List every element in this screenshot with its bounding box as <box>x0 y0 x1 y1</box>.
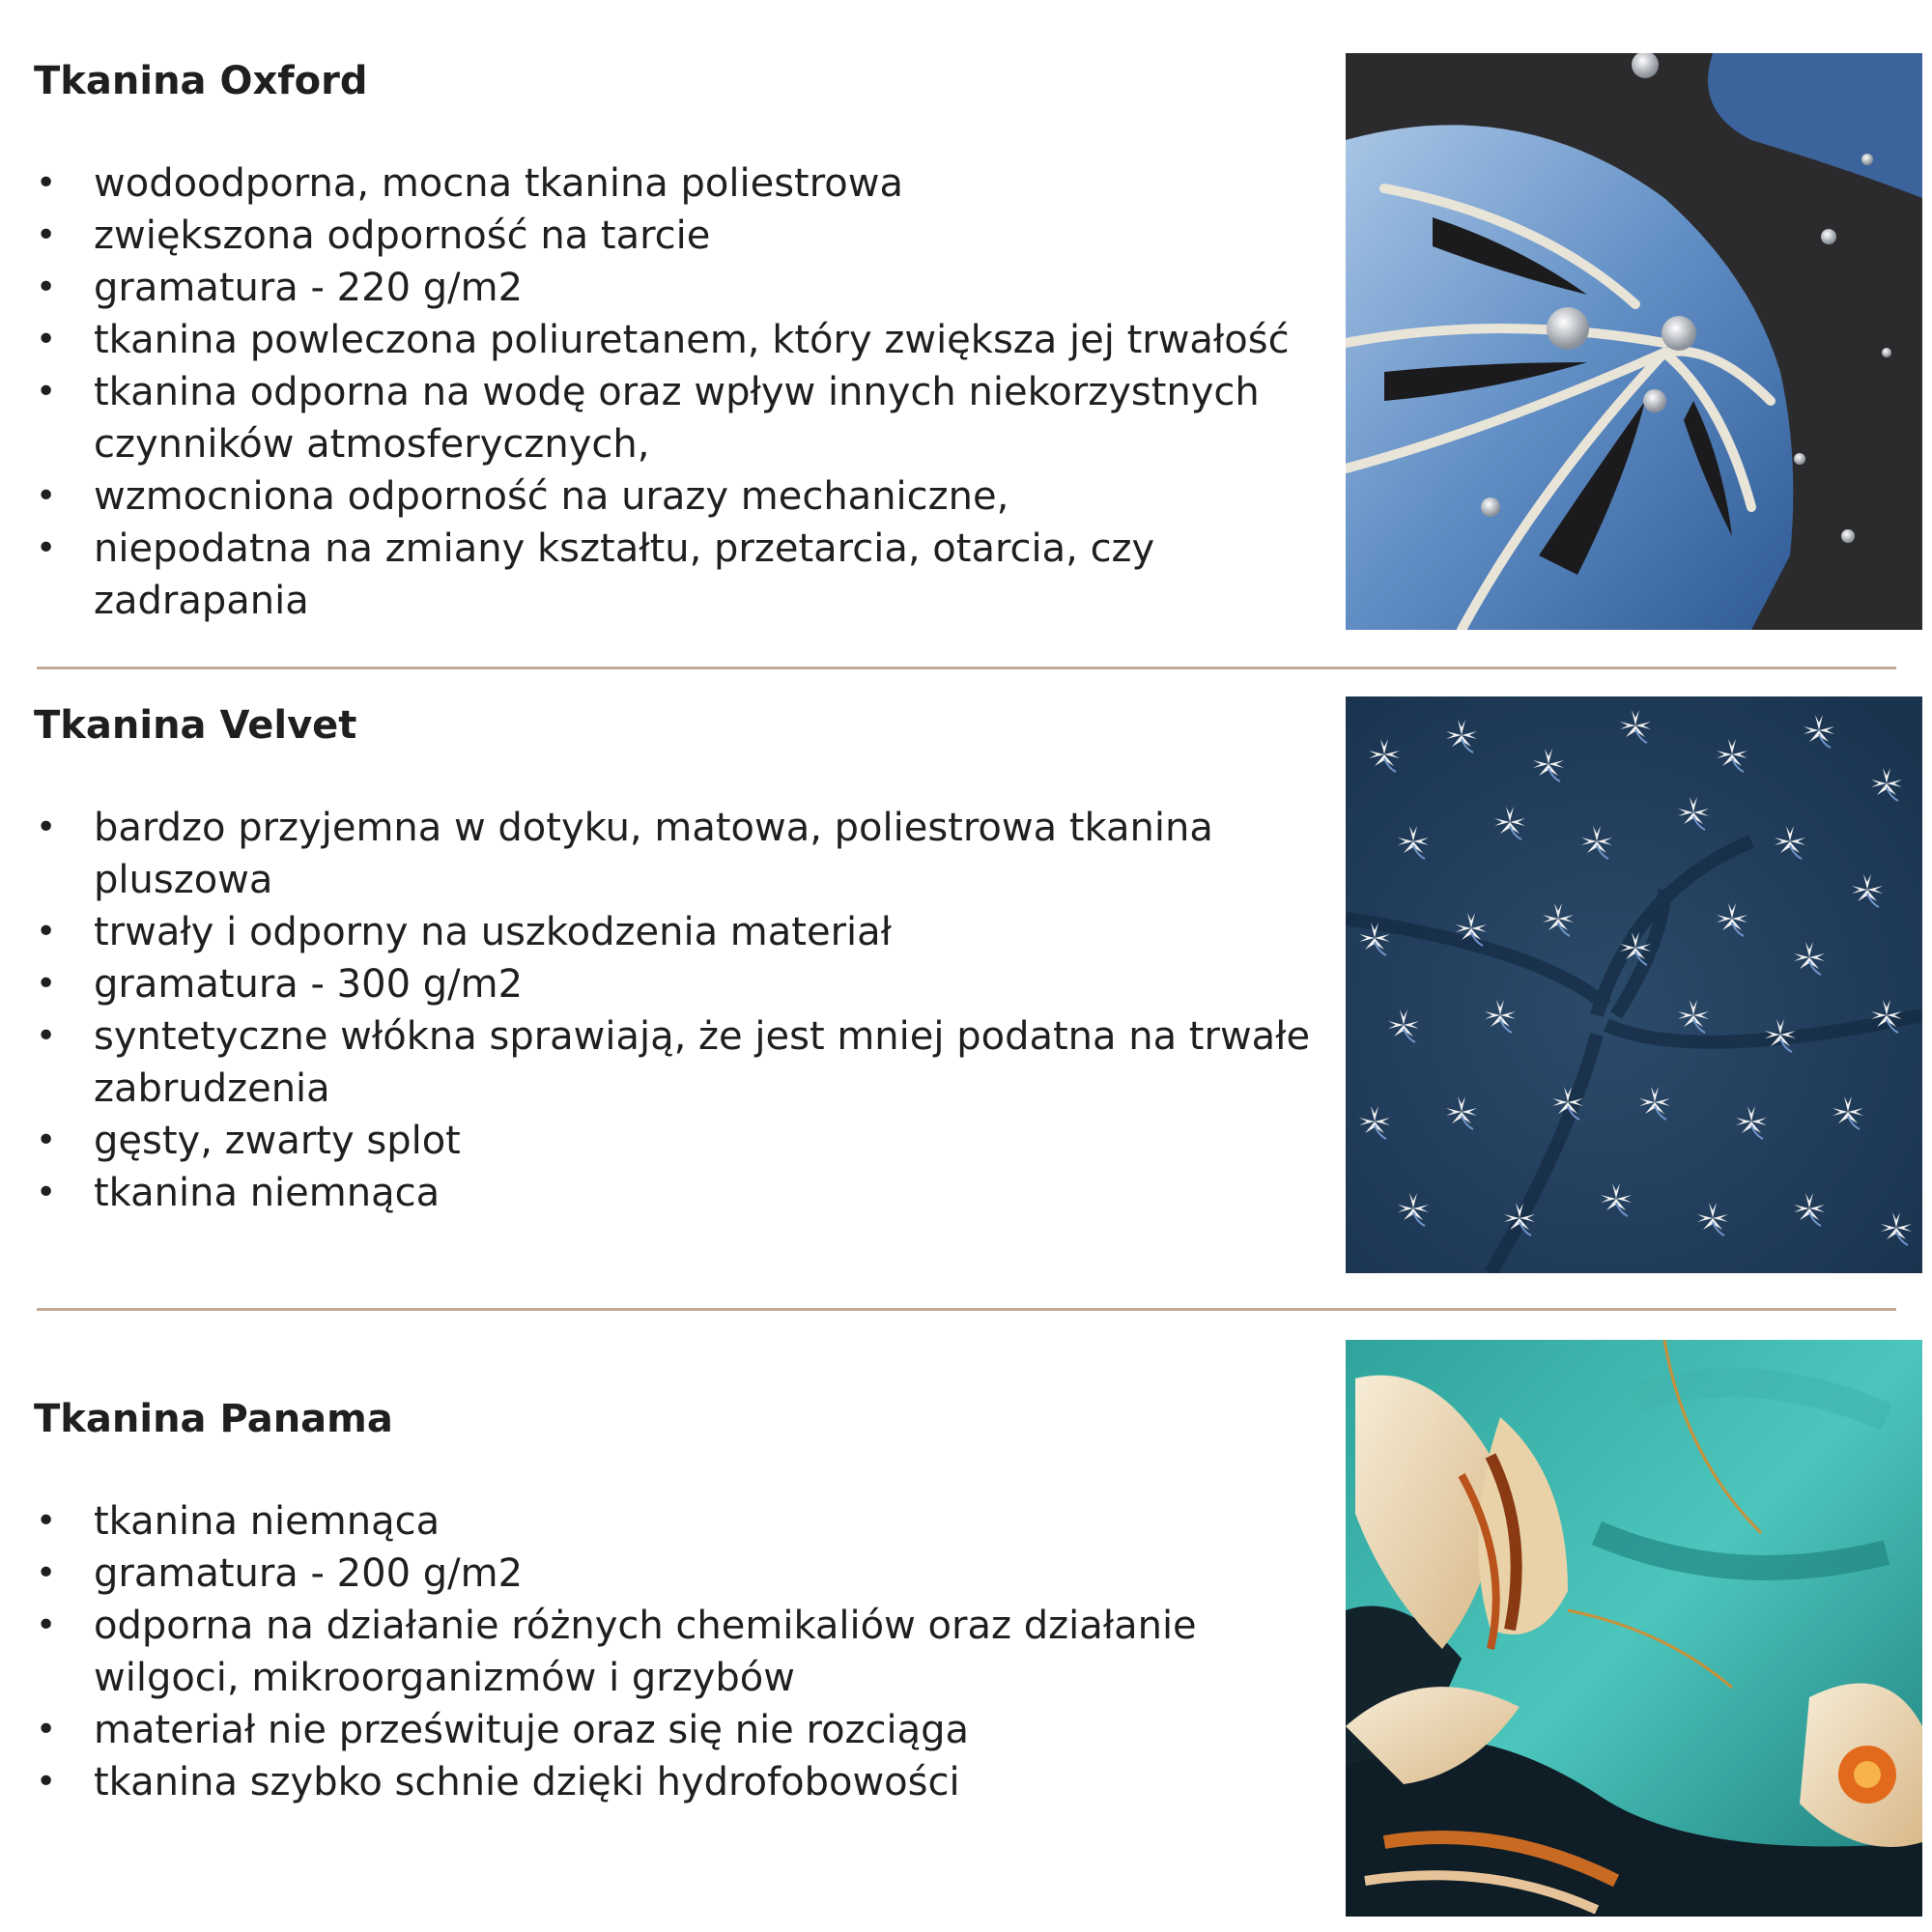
fabric-photo-velvet <box>1346 696 1922 1273</box>
list-item: • odporna na działanie różnych chemikaliów oraz działanie wilgoci, mikroorganizmów i grzybów <box>34 1600 1319 1704</box>
list-item: • gramatura - 300 g/m2 <box>34 958 1319 1010</box>
list-item: • syntetyczne włókna sprawiają, że jest mniej podatna na trwałe zabrudzenia <box>34 1010 1319 1115</box>
bullet-list-oxford <box>34 157 1319 627</box>
section-divider <box>37 667 1896 669</box>
list-item: • tkanina odporna na wodę oraz wpływ innych niekorzystnych czynników atmosferycznych, <box>34 366 1319 470</box>
list-item: • tkanina niemnąca <box>34 1495 1319 1548</box>
bullet-list-velvet <box>34 802 1319 1219</box>
list-item: • niepodatna na zmiany kształtu, przetarcia, otarcia, czy zadrapania <box>34 523 1319 627</box>
list-item: • zwiększona odporność na tarcie <box>34 210 1319 262</box>
list-item: • gęsty, zwarty splot <box>34 1115 1319 1167</box>
section-title-velvet: Tkanina Velvet <box>34 703 357 748</box>
fabric-photo-teal-floral-icon <box>1346 1340 1922 1917</box>
list-item: • tkanina szybko schnie dzięki hydrofobowości <box>34 1756 1319 1808</box>
bullet-list-panama <box>34 1495 1319 1808</box>
list-item: • wodoodporna, mocna tkanina poliestrowa <box>34 157 1319 210</box>
list-item: • trwały i odporny na uszkodzenia materiał <box>34 906 1319 958</box>
section-title-panama: Tkanina Panama <box>34 1397 393 1441</box>
list-item: • gramatura - 220 g/m2 <box>34 262 1319 314</box>
list-item: • tkanina niemnąca <box>34 1167 1319 1219</box>
fabric-photo-oxford <box>1346 53 1922 630</box>
section-divider <box>37 1308 1896 1311</box>
list-item: • wzmocniona odporność na urazy mechaniczne, <box>34 470 1319 523</box>
section-title-oxford: Tkanina Oxford <box>34 59 368 103</box>
fabric-photo-navy-floral-icon <box>1346 696 1922 1273</box>
fabric-photo-monstera-leaf-icon <box>1346 53 1922 630</box>
list-item: • materiał nie prześwituje oraz się nie rozciąga <box>34 1704 1319 1756</box>
list-item: • tkanina powleczona poliuretanem, który zwiększa jej trwałość <box>34 314 1319 366</box>
fabric-photo-panama <box>1346 1340 1922 1917</box>
list-item: • gramatura - 200 g/m2 <box>34 1548 1319 1600</box>
list-item: • bardzo przyjemna w dotyku, matowa, poliestrowa tkanina pluszowa <box>34 802 1319 906</box>
